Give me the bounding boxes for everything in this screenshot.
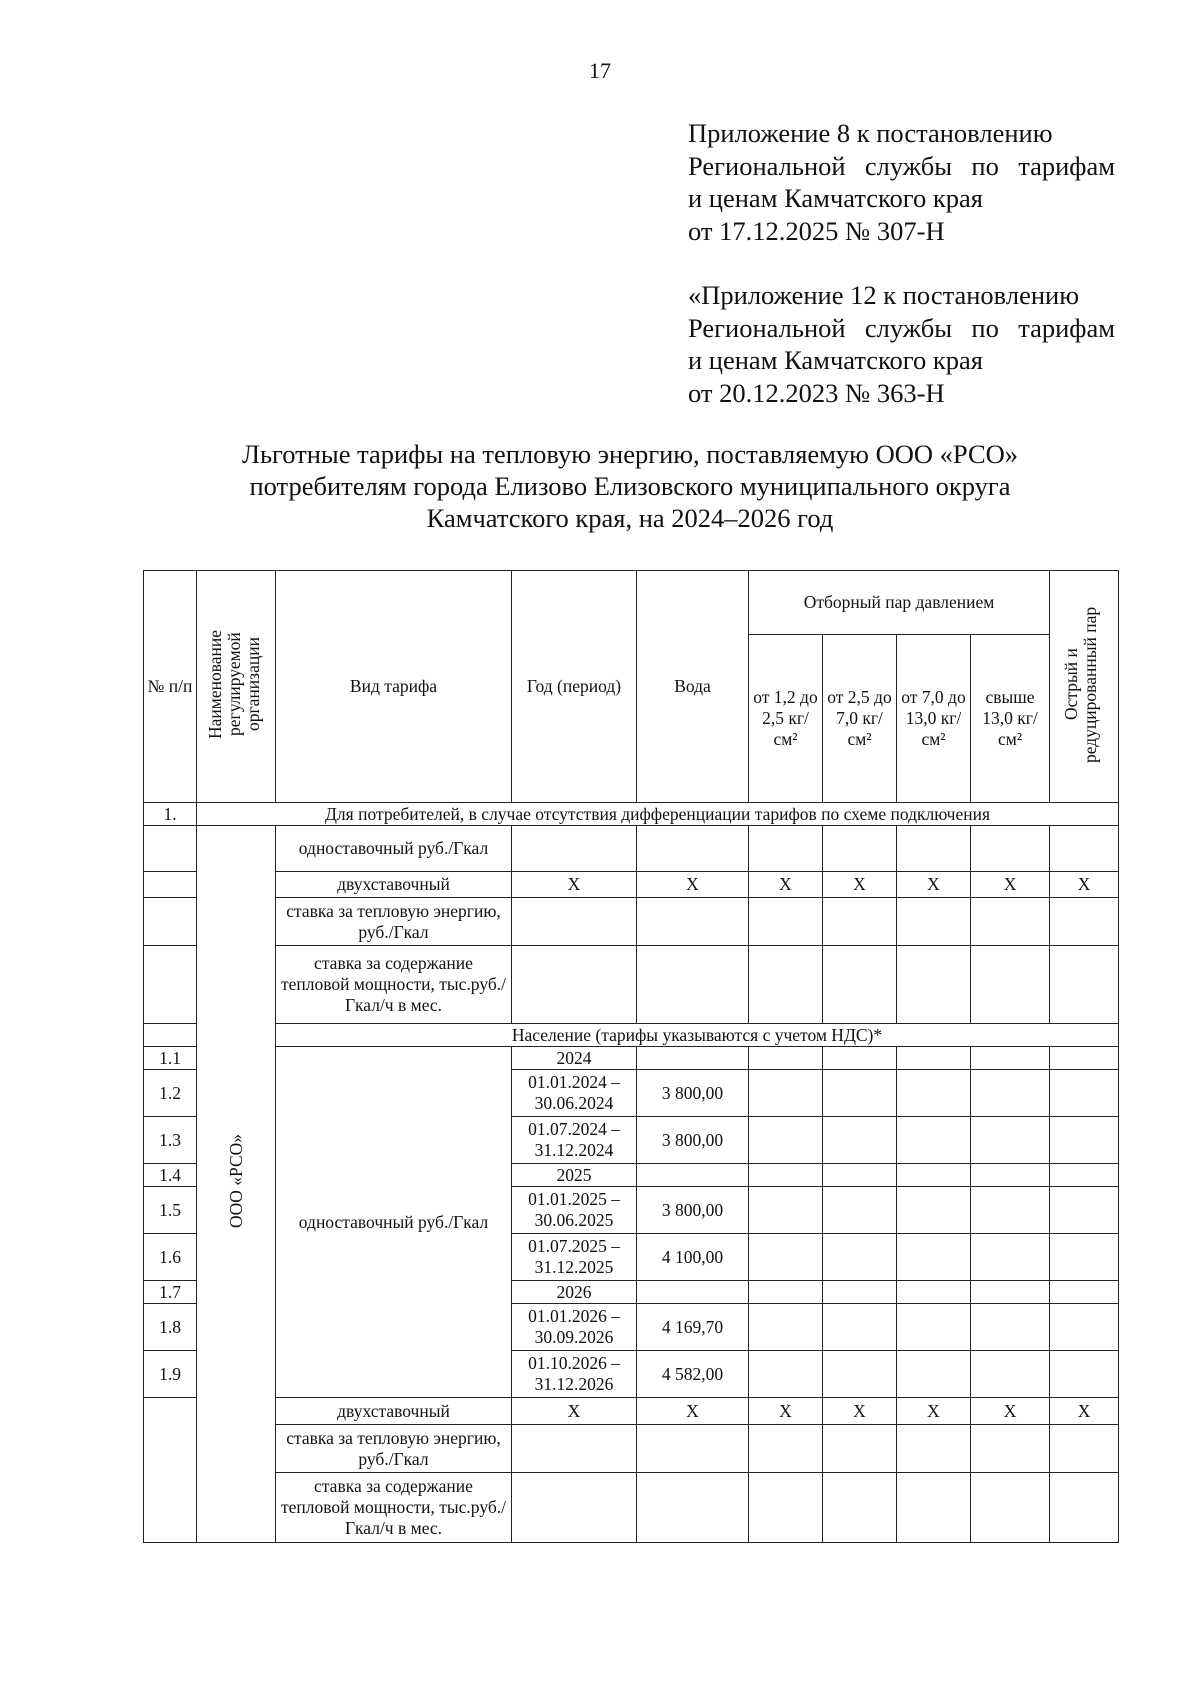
- tariff-label: двухставочный: [276, 1398, 512, 1425]
- table-row: [144, 872, 1119, 898]
- water-value: 3 800,00: [637, 1187, 749, 1234]
- tariff-label: ставка за тепловую энергию, руб./Гкал: [276, 898, 512, 946]
- water-value: [637, 1047, 749, 1070]
- population-label: Население (тарифы указываются с учетом НДС)*: [276, 1024, 1119, 1047]
- x-mark: X: [1050, 1398, 1119, 1425]
- appendix-header-current: [688, 117, 1115, 247]
- header-steam-1: от 1,2 до 2,5 кг/см²: [749, 635, 823, 803]
- tariff-label: одноставочный руб./Гкал: [276, 1047, 512, 1398]
- header-num: № п/п: [144, 571, 197, 803]
- row-num: 1.7: [144, 1281, 197, 1304]
- period-cell: 01.07.2024 – 31.12.2024: [512, 1117, 637, 1164]
- tariff-label: двухставочный: [276, 872, 512, 898]
- appendix-line: и ценам Камчатского края: [688, 345, 983, 375]
- table-row: [144, 1047, 1119, 1070]
- x-mark: X: [637, 872, 749, 898]
- appendix-header-amended: [688, 279, 1115, 409]
- tariff-label: ставка за тепловую энергию, руб./Гкал: [276, 1425, 512, 1473]
- table-row: [144, 1398, 1119, 1425]
- header-tariff-type: Вид тарифа: [276, 571, 512, 803]
- title-line: потребителям города Елизово Елизовского муниципального округа: [249, 471, 1011, 501]
- tariff-label: ставка за содержание тепловой мощности, тыс.руб./Гкал/ч в мес.: [276, 1473, 512, 1543]
- x-mark: X: [971, 1398, 1050, 1425]
- row-num: 1.6: [144, 1234, 197, 1281]
- x-mark: X: [897, 872, 971, 898]
- appendix-line: и ценам Камчатского края: [688, 183, 983, 213]
- title-line: Льготные тарифы на тепловую энергию, поставляемую ООО «РСО»: [241, 439, 1019, 469]
- table-row: [144, 1473, 1119, 1543]
- x-mark: X: [1050, 872, 1119, 898]
- header-steam-4: свыше 13,0 кг/см²: [971, 635, 1050, 803]
- water-value: 3 800,00: [637, 1117, 749, 1164]
- document-title: [0, 438, 1200, 534]
- header-steam-3: от 7,0 до 13,0 кг/см²: [897, 635, 971, 803]
- table-row: [144, 946, 1119, 1024]
- water-value: [637, 1281, 749, 1304]
- water-value: 4 100,00: [637, 1234, 749, 1281]
- water-value: 4 169,70: [637, 1304, 749, 1351]
- table-row: [144, 1425, 1119, 1473]
- header-row: [144, 571, 1119, 635]
- period-cell: 01.10.2026 – 31.12.2026: [512, 1351, 637, 1398]
- header-steam-2: от 2,5 до 7,0 кг/см²: [823, 635, 897, 803]
- tariff-label: одноставочный руб./Гкал: [276, 826, 512, 872]
- water-value: [637, 1164, 749, 1187]
- row-num: 1.8: [144, 1304, 197, 1351]
- section-row: [144, 803, 1119, 826]
- x-mark: X: [971, 872, 1050, 898]
- row-num: 1.4: [144, 1164, 197, 1187]
- population-header-row: [144, 1024, 1119, 1047]
- header-water: Вода: [637, 571, 749, 803]
- header-steam-group: Отборный пар давлением: [749, 571, 1050, 635]
- tariff-table: [143, 570, 1119, 1543]
- appendix-line: Приложение 8 к постановлению: [688, 118, 1053, 148]
- appendix-line: «Приложение 12 к постановлению: [688, 280, 1079, 310]
- tariff-label: ставка за содержание тепловой мощности, тыс.руб./Гкал/ч в мес.: [276, 946, 512, 1024]
- x-mark: X: [512, 872, 637, 898]
- section-label: Для потребителей, в случае отсутствия дифференциации тарифов по схеме подключения: [197, 803, 1119, 826]
- x-mark: X: [823, 1398, 897, 1425]
- appendix-line: от 20.12.2023 № 363-Н: [688, 377, 945, 408]
- row-num: 1.5: [144, 1187, 197, 1234]
- water-value: 4 582,00: [637, 1351, 749, 1398]
- water-value: 3 800,00: [637, 1070, 749, 1117]
- x-mark: X: [637, 1398, 749, 1425]
- appendix-line: Региональной службы по тарифам: [688, 312, 1115, 343]
- x-mark: X: [897, 1398, 971, 1425]
- appendix-line: Региональной службы по тарифам: [688, 150, 1115, 181]
- x-mark: X: [823, 872, 897, 898]
- x-mark: X: [512, 1398, 637, 1425]
- table-row: [144, 898, 1119, 946]
- x-mark: X: [749, 872, 823, 898]
- period-cell: 2026: [512, 1281, 637, 1304]
- appendix-line: от 17.12.2025 № 307-Н: [688, 215, 945, 246]
- row-num: 1.2: [144, 1070, 197, 1117]
- page-number: 17: [589, 58, 611, 83]
- header-organization-text: Наименование регулируемой организации: [205, 629, 263, 739]
- organization-name: ООО «РСО»: [225, 1134, 246, 1229]
- header-organization: [197, 571, 276, 803]
- table-row: [144, 826, 1119, 872]
- row-num: 1.9: [144, 1351, 197, 1398]
- period-cell: 2025: [512, 1164, 637, 1187]
- header-sharp-steam: [1050, 571, 1119, 803]
- period-cell: 01.01.2025 – 30.06.2025: [512, 1187, 637, 1234]
- period-cell: 01.01.2024 – 30.06.2024: [512, 1070, 637, 1117]
- row-num: 1.3: [144, 1117, 197, 1164]
- period-cell: 2024: [512, 1047, 637, 1070]
- row-num: 1.1: [144, 1047, 197, 1070]
- header-year: Год (период): [512, 571, 637, 803]
- x-mark: X: [749, 1398, 823, 1425]
- section-num: 1.: [144, 803, 197, 826]
- organization-cell: [197, 826, 276, 1543]
- title-line: Камчатского края, на 2024–2026 год: [426, 503, 834, 533]
- period-cell: 01.01.2026 – 30.09.2026: [512, 1304, 637, 1351]
- header-sharp-steam-text: Острый и редуцированный пар: [1061, 605, 1101, 763]
- period-cell: 01.07.2025 – 31.12.2025: [512, 1234, 637, 1281]
